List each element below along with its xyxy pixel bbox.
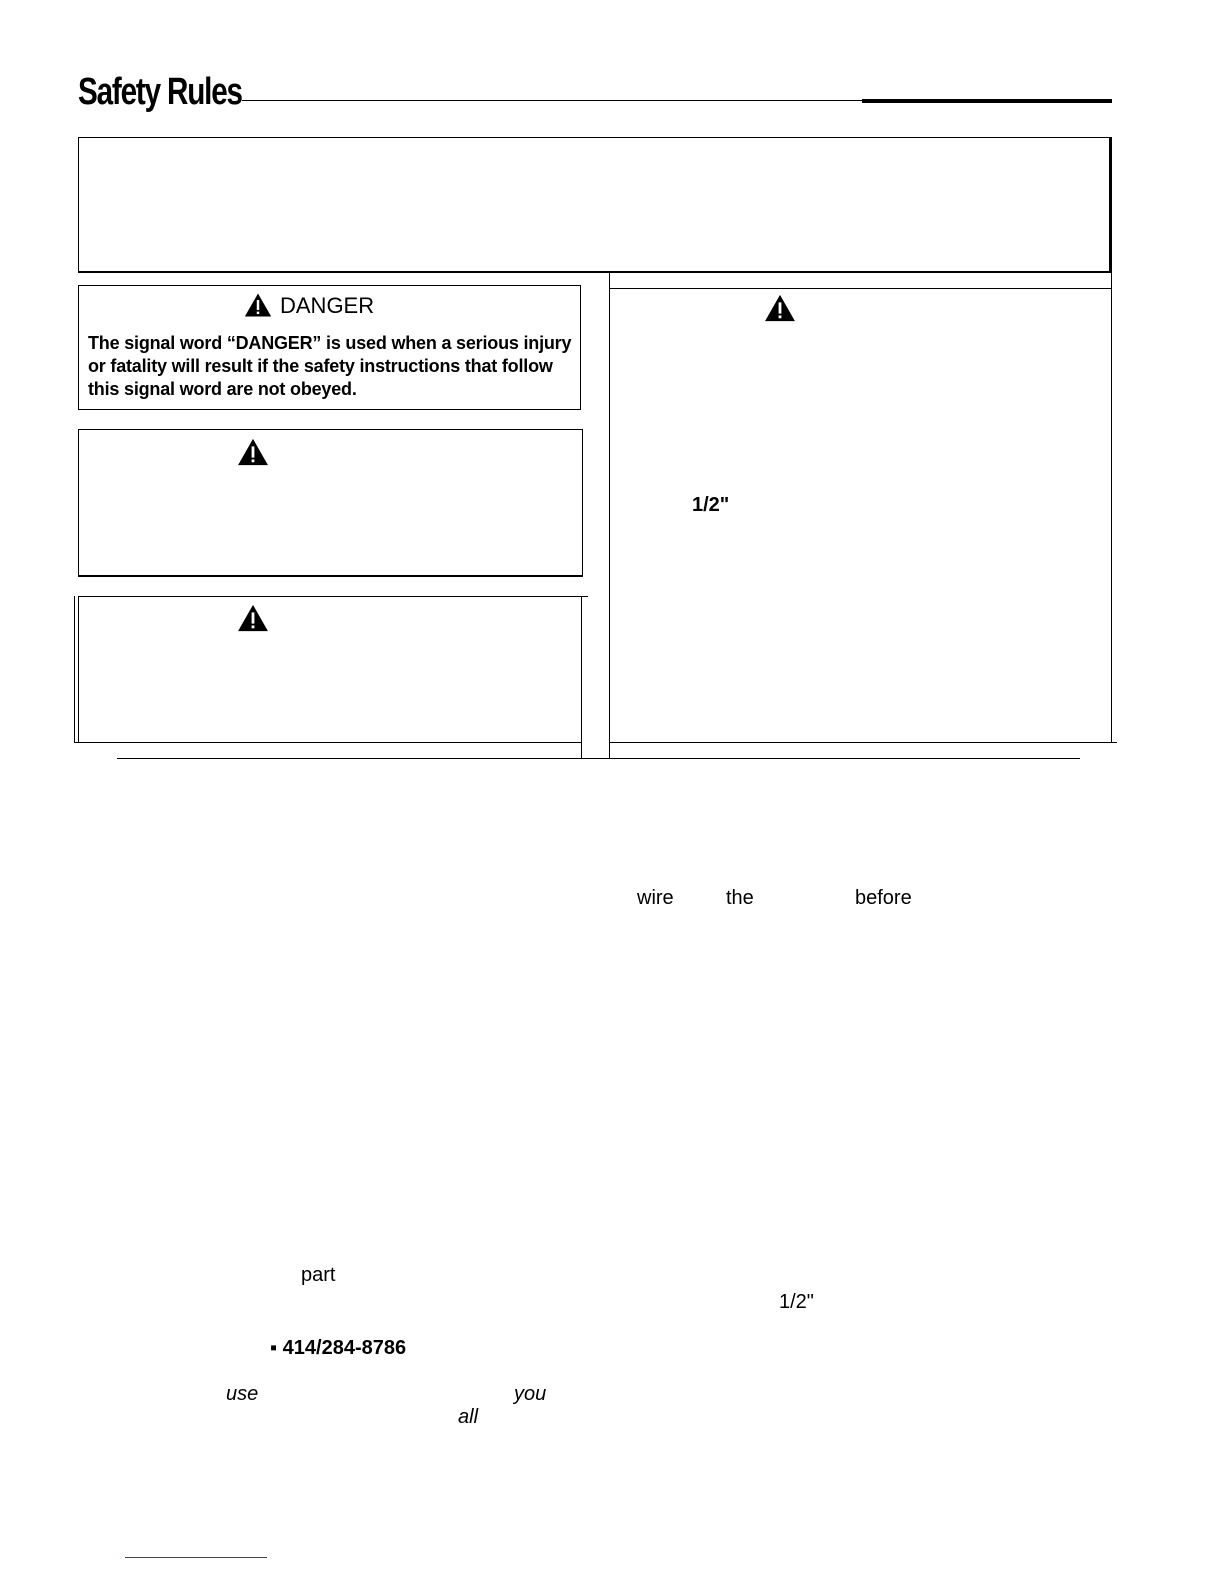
section-bottom-rule: [117, 758, 1080, 759]
caution-box-bottom: [74, 742, 582, 743]
intro-box-right-thick: [1109, 137, 1112, 272]
page-title: Safety Rules: [78, 71, 242, 113]
warning-box-bottom-thick: [78, 575, 583, 577]
title-rule: [242, 100, 862, 101]
right-box-right: [1111, 271, 1112, 743]
right-box-top: [609, 288, 1112, 289]
warning-triangle-icon: [237, 604, 269, 632]
warning-triangle-icon: [237, 438, 269, 466]
text-fragment: the: [726, 887, 754, 909]
caution-box-right: [581, 596, 582, 759]
intro-box: [78, 137, 1112, 273]
title-rule-thick: [862, 99, 1112, 103]
danger-description: The signal word “DANGER” is used when a serious injury or fatality will result if the safety instructions that follow this signal word are not obeyed.: [88, 333, 572, 399]
text-fragment: 1/2": [779, 1291, 814, 1313]
warning-triangle-icon: [244, 292, 272, 318]
column-top-rule: [78, 271, 1112, 272]
text-fragment: you: [514, 1383, 547, 1405]
text-fragment: part: [301, 1264, 336, 1286]
danger-heading: DANGER: [280, 293, 375, 318]
half-inch-label: 1/2": [692, 494, 730, 516]
caution-box-top-rule: [78, 596, 588, 597]
footer-rule: [125, 1557, 267, 1558]
text-fragment: before: [855, 887, 912, 909]
warning-box: [78, 429, 583, 577]
text-fragment: wire: [637, 887, 674, 909]
text-fragment: use: [226, 1383, 259, 1405]
right-box-left: [609, 271, 610, 759]
caution-box-left: [74, 596, 75, 743]
caution-box-left-2: [78, 596, 79, 743]
text-fragment: all: [458, 1406, 479, 1428]
right-box-bottom: [609, 742, 1117, 743]
warning-triangle-icon: [764, 294, 796, 322]
phone-number: ▪ 414/284-8786: [270, 1337, 407, 1359]
